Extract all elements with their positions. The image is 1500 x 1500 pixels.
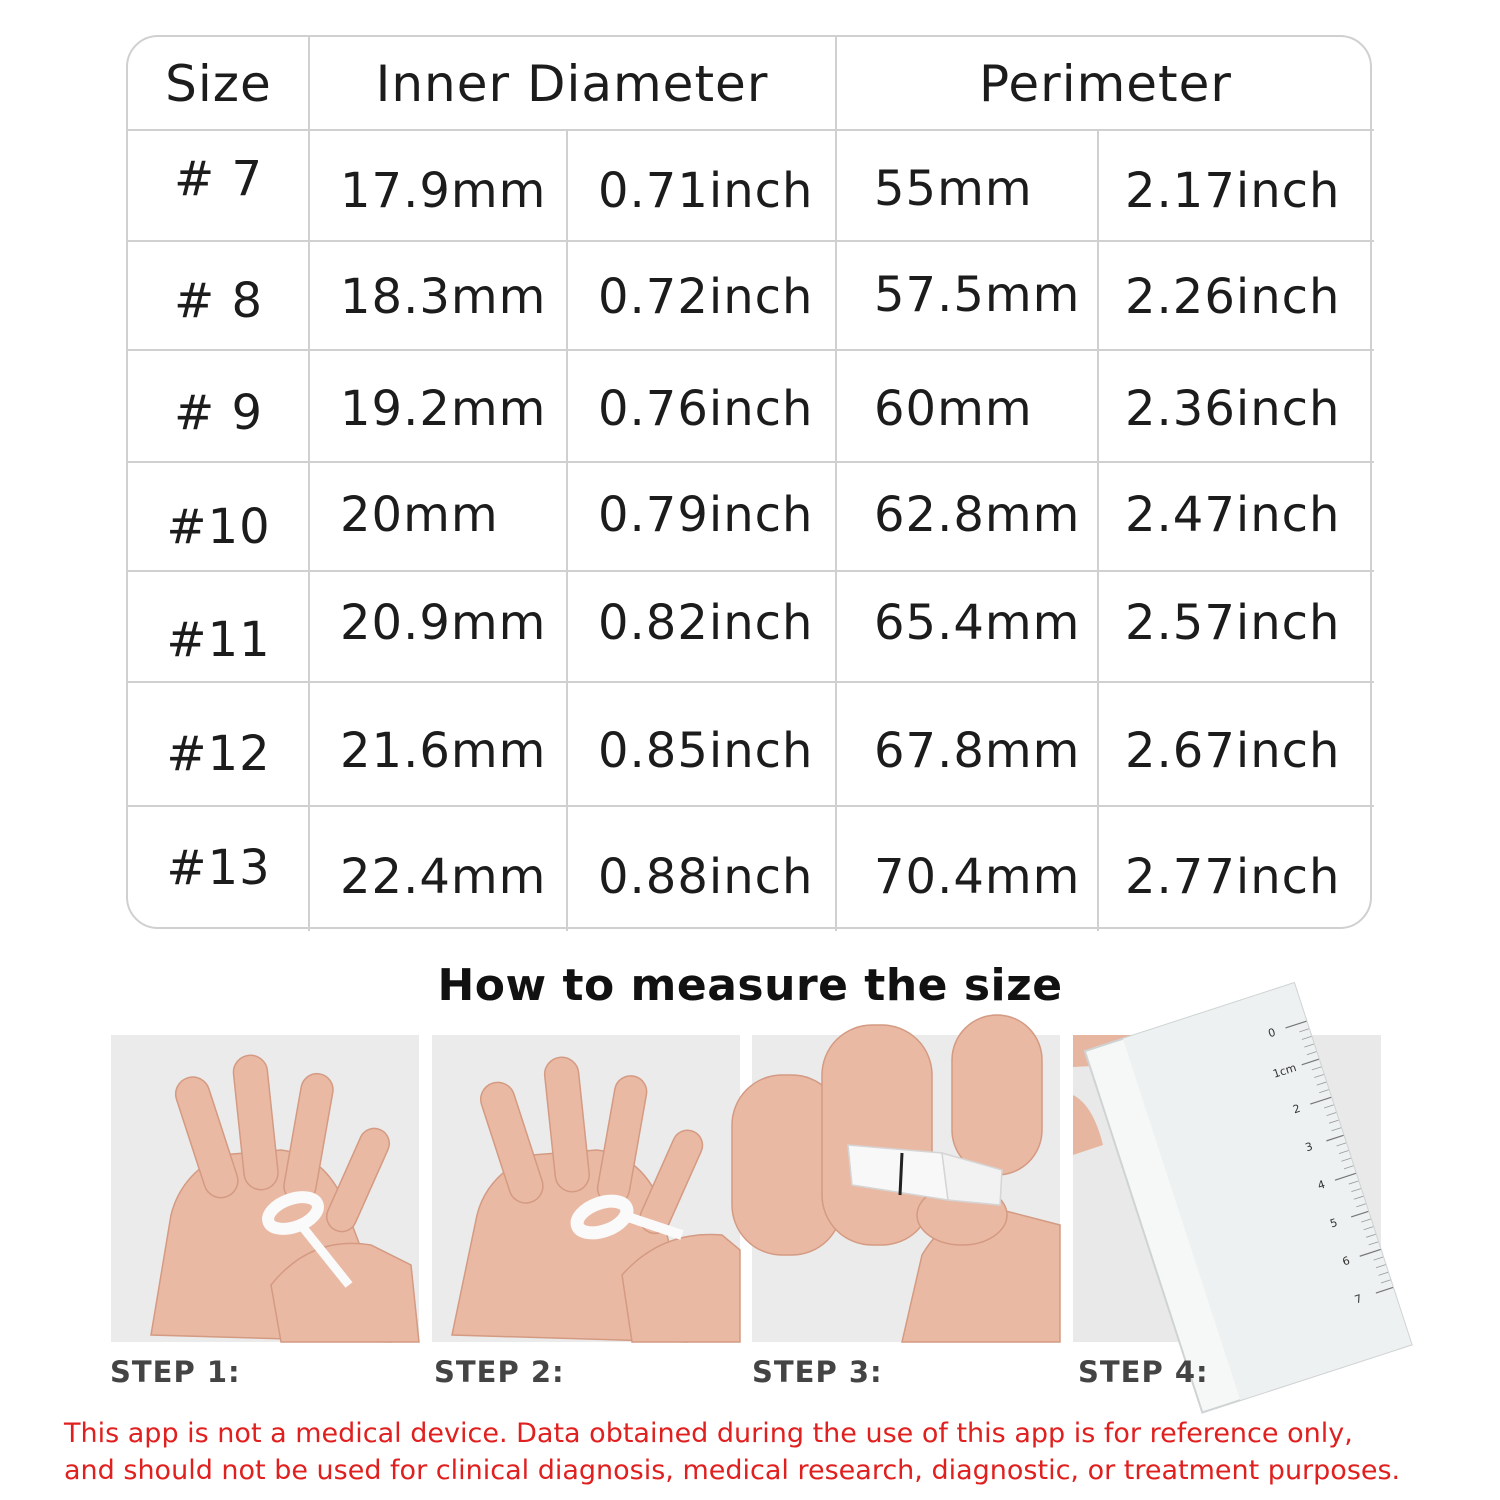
how-to-measure-title: How to measure the size [437,960,1063,1011]
ruler-mark: 3 [1303,1139,1315,1155]
ruler-mark: 4 [1316,1177,1327,1193]
column-divider [566,130,568,931]
disclaimer-line-1: This app is not a medical device. Data obtained during the use of this app is for reference only, [64,1418,1353,1449]
diameter-mm-cell: 21.6mm [340,723,547,779]
perimeter-mm-cell: 67.8mm [874,723,1081,779]
ruler-mark: 6 [1340,1253,1352,1269]
perimeter-inch-cell: 2.26inch [1125,269,1341,325]
step-2-label: STEP 2: [434,1355,565,1389]
diameter-mm-cell: 20.9mm [340,595,547,651]
header-inner-diameter: Inner Diameter [375,54,769,113]
perimeter-inch-cell: 2.67inch [1125,723,1341,779]
size-cell: # 7 [173,151,263,207]
perimeter-mm-cell: 57.5mm [874,267,1081,323]
perimeter-inch-cell: 2.57inch [1125,595,1341,651]
step-4-label: STEP 4: [1078,1355,1209,1389]
diameter-inch-cell: 0.76inch [598,381,814,437]
ruler-mark: 1cm [1271,1061,1298,1081]
disclaimer-line-2: and should not be used for clinical diagnosis, medical research, diagnostic, or treatment purposes. [64,1455,1401,1486]
perimeter-inch-cell: 2.36inch [1125,381,1341,437]
size-cell: #10 [166,499,271,555]
column-divider [835,37,837,931]
diameter-inch-cell: 0.72inch [598,269,814,325]
medical-disclaimer [64,1415,1484,1489]
perimeter-inch-cell: 2.47inch [1125,487,1341,543]
perimeter-mm-cell: 70.4mm [874,849,1081,905]
diameter-mm-cell: 18.3mm [340,269,547,325]
size-cell: #11 [166,612,271,668]
ruler-mark: 2 [1291,1101,1302,1117]
row-divider [128,461,1374,463]
step-1-label: STEP 1: [110,1355,241,1389]
diameter-inch-cell: 0.82inch [598,595,814,651]
diameter-mm-cell: 19.2mm [340,381,547,437]
perimeter-inch-cell: 2.77inch [1125,849,1341,905]
row-divider [128,570,1374,572]
step-1-photo [111,1035,419,1342]
step-3-photo [752,1035,1060,1342]
ruler-mark: 5 [1328,1215,1340,1231]
row-divider [128,349,1374,351]
perimeter-mm-cell: 65.4mm [874,595,1081,651]
size-cell: # 8 [173,273,263,329]
row-divider [128,805,1374,807]
step-3-label: STEP 3: [752,1355,883,1389]
diameter-inch-cell: 0.71inch [598,163,814,219]
perimeter-mm-cell: 55mm [874,161,1033,217]
ruler-mark: 7 [1353,1291,1364,1307]
diameter-mm-cell: 20mm [340,487,499,543]
size-cell: #13 [166,840,271,896]
ring-size-table [126,35,1372,929]
diameter-mm-cell: 22.4mm [340,849,547,905]
diameter-mm-cell: 17.9mm [340,163,547,219]
perimeter-mm-cell: 60mm [874,381,1033,437]
perimeter-mm-cell: 62.8mm [874,487,1081,543]
ruler-mark: 0 [1266,1025,1278,1041]
size-cell: #12 [166,726,271,782]
column-divider [1097,130,1099,931]
header-size: Size [165,54,272,113]
step-4-photo [1073,1025,1381,1342]
diameter-inch-cell: 0.85inch [598,723,814,779]
perimeter-inch-cell: 2.17inch [1125,163,1341,219]
diameter-inch-cell: 0.79inch [598,487,814,543]
step-2-photo [432,1035,740,1342]
header-perimeter: Perimeter [979,54,1232,113]
row-divider [128,681,1374,683]
diameter-inch-cell: 0.88inch [598,849,814,905]
size-cell: # 9 [173,385,263,441]
